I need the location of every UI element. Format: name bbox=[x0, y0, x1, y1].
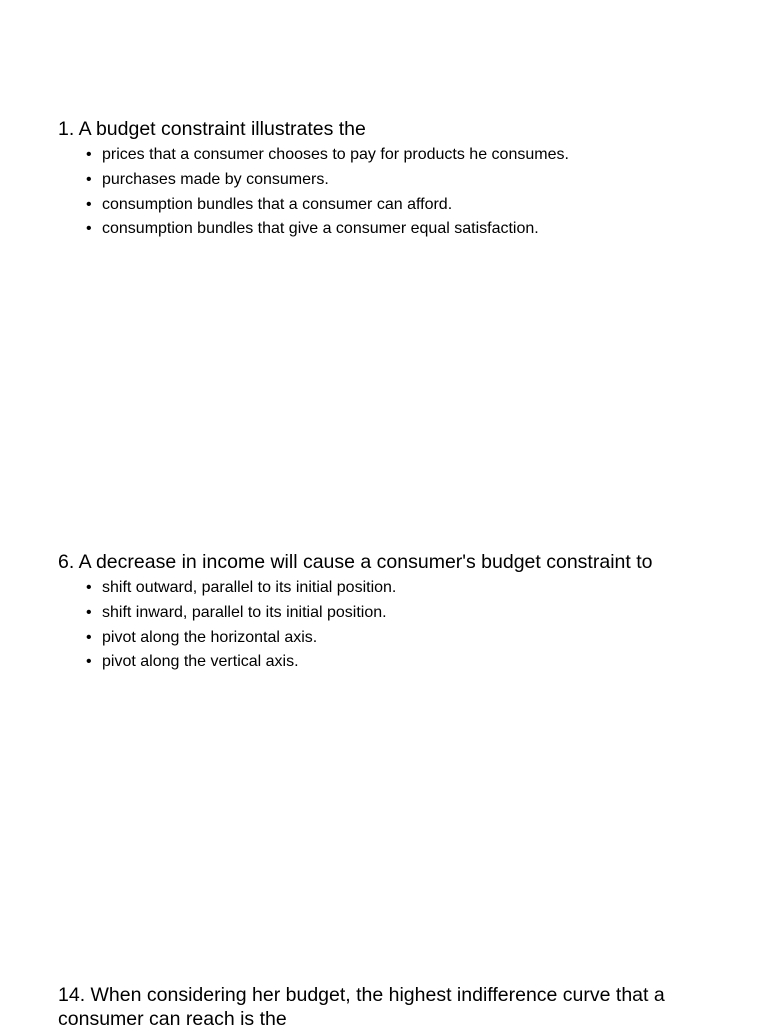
answer-option bbox=[86, 217, 738, 242]
question-title: 14. When considering her budget, the highest indifference curve that a consumer can reach is the bbox=[58, 984, 665, 1030]
bullet-icon: • bbox=[86, 195, 92, 213]
answer-option bbox=[86, 168, 738, 193]
bullet-icon: • bbox=[86, 603, 92, 621]
answer-option-text: pivot along the vertical axis. bbox=[102, 653, 299, 671]
answer-option-text: shift outward, parallel to its initial position. bbox=[102, 579, 397, 596]
bullet-icon: • bbox=[86, 170, 92, 188]
bullet-icon: • bbox=[86, 220, 92, 238]
question-title: 6. A decrease in income will cause a consumer's budget constraint to bbox=[58, 551, 653, 573]
question-6 bbox=[58, 550, 738, 675]
answer-option bbox=[86, 601, 738, 626]
question-title: 1. A budget constraint illustrates the bbox=[58, 118, 366, 140]
answer-option-text: pivot along the horizontal axis. bbox=[102, 628, 318, 646]
answer-option bbox=[86, 626, 738, 651]
answer-option bbox=[86, 576, 738, 601]
answer-option-text: prices that a consumer chooses to pay for products he consumes. bbox=[102, 146, 569, 163]
answer-option bbox=[86, 650, 738, 675]
bullet-icon: • bbox=[86, 579, 92, 596]
bullet-icon: • bbox=[86, 628, 92, 646]
question-1 bbox=[58, 117, 738, 242]
answer-option-text: consumption bundles that give a consumer equal satisfaction. bbox=[102, 220, 539, 238]
answer-option bbox=[86, 193, 738, 218]
answer-option-text: consumption bundles that a consumer can afford. bbox=[102, 195, 453, 213]
bullet-icon: • bbox=[86, 653, 92, 671]
answer-option bbox=[86, 143, 738, 168]
answer-option-text: purchases made by consumers. bbox=[102, 170, 329, 188]
bullet-icon: • bbox=[86, 146, 92, 163]
answer-options bbox=[58, 143, 738, 242]
answer-options bbox=[58, 576, 738, 675]
answer-option-text: shift inward, parallel to its initial position. bbox=[102, 603, 387, 621]
